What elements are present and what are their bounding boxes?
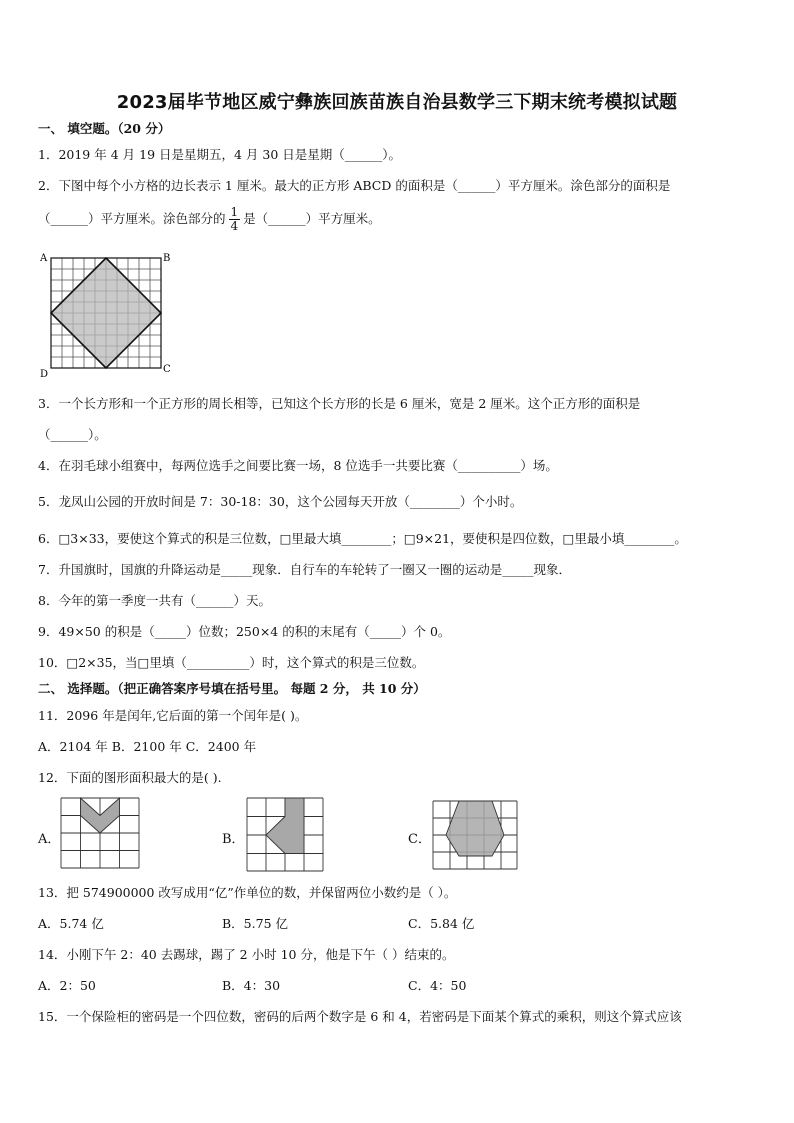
question-12: 12．下面的图形面积最大的是( ). [38,770,222,785]
question-10: 10．□2×35，当□里填（__________）时，这个算式的积是三位数。 [38,655,425,670]
question-13-option-b: B．5.75 亿 [222,916,288,931]
question-2-text-b: 是（______）平方厘米。 [243,211,381,226]
question-14-option-b: B．4：30 [222,978,281,993]
q12-shaded-hexagon-c [446,801,504,856]
q12-shaded-shape-b [266,798,304,854]
q12-grid-b [246,797,326,872]
question-2-line-1: 2．下图中每个小方格的边长表示 1 厘米。最大的正方形 ABCD 的面积是（______）平方厘米。涂色部分的面积是 [38,178,671,193]
question-14: 14．小刚下午 2：40 去踢球，踢了 2 小时 10 分，他是下午（ ）结束的。 [38,947,455,962]
question-7: 7．升国旗时，国旗的升降运动是_____现象．自行车的车轮转了一圈又一圈的运动是_____现象． [38,562,571,577]
q12-figure-c [432,800,518,870]
question-11: 11．2096 年是闰年,它后面的第一个闰年是( )。 [38,708,308,723]
question-8: 8．今年的第一季度一共有（______）天。 [38,593,271,608]
q12-option-b-label: B． [222,832,245,847]
question-6: 6．□3×33，要使这个算式的积是三位数，□里最大填________；□9×21，要使积是四位数，□里最小填________。 [38,531,687,546]
question-15: 15．一个保险柜的密码是一个四位数，密码的后两个数字是 6 和 4，若密码是下面某个算式的乘积，则这个算式应该 [38,1009,682,1024]
question-1: 1．2019 年 4 月 19 日是星期五，4 月 30 日是星期（______）。 [38,147,402,162]
question-11-options: A．2104 年 B．2100 年 C．2400 年 [38,739,257,754]
grid-square-diagram [36,250,176,380]
fraction-one-quarter [229,206,241,233]
question-14-option-a: A．2：50 [38,978,96,993]
question-14-option-c: C．4：50 [408,978,467,993]
q12-option-c-label: C． [408,832,431,847]
question-2-line-2 [38,206,381,233]
question-5: 5．龙凤山公园的开放时间是 7：30-18：30，这个公园每天开放（________）个小时。 [38,494,523,509]
vertex-label-c: C [163,364,171,375]
q12-option-a-label: A． [38,832,61,847]
q12-grid-a [60,797,142,869]
page-title: 2023届毕节地区威宁彝族回族苗族自治县数学三下期末统考模拟试题 [116,92,678,113]
q12-figure-a [60,797,142,869]
question-2-text-a: （______）平方厘米。涂色部分的 [38,211,226,226]
vertex-label-d: D [40,369,49,380]
vertex-label-b: B [163,253,171,264]
shaded-rotated-square [51,258,161,368]
question-4: 4．在羽毛球小组赛中，每两位选手之间要比赛一场，8 位选手一共要比赛（__________）场。 [38,458,558,473]
question-9: 9．49×50 的积是（_____）位数；250×4 的积的末尾有（_____）个 0。 [38,624,451,639]
section-heading-fill-in: 一、 填空题。（20 分） [38,121,171,136]
fraction-denominator: 4 [230,219,239,233]
vertex-label-a: A [40,253,48,264]
question-3-line-1: 3．一个长方形和一个正方形的周长相等，已知这个长方形的长是 6 厘米，宽是 2 厘米。这个正方形的面积是 [38,396,641,411]
fraction-numerator: 1 [230,205,239,219]
section-heading-multiple-choice: 二、 选择题。（把正确答案序号填在括号里。 每题 2 分， 共 10 分） [38,681,426,696]
question-3-line-2: （______）。 [38,427,107,442]
question-13-option-c: C．5.84 亿 [408,916,475,931]
question-13-option-a: A．5.74 亿 [38,916,104,931]
q12-figure-b [246,797,326,872]
question-13: 13．把 574900000 改写成用“亿”作单位的数，并保留两位小数约是（ ）。 [38,885,457,900]
grid-figure-abcd [36,250,176,380]
q12-grid-c [432,800,518,870]
